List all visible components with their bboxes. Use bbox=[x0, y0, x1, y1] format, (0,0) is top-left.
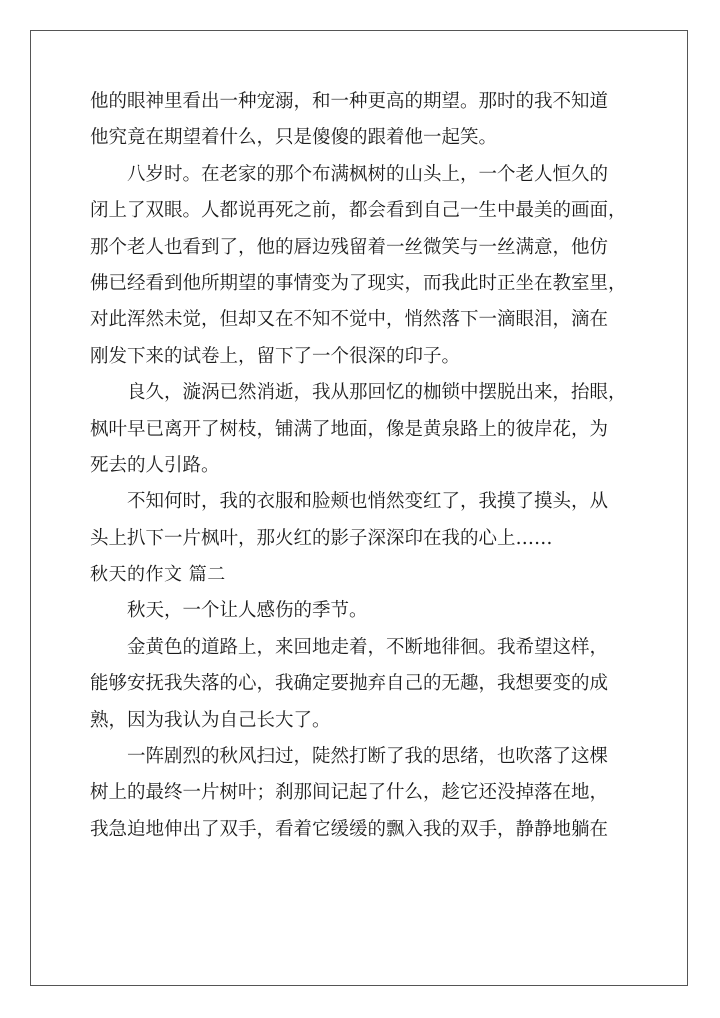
document-body bbox=[90, 84, 630, 848]
text-line: 佛已经看到他所期望的事情变为了现实，而我此时正坐在教室里， bbox=[90, 272, 627, 294]
paragraph-start-line: 一阵剧烈的秋风扫过，陡然打断了我的思绪，也吹落了这棵 bbox=[127, 746, 609, 768]
text-line: 对此浑然未觉，但却又在不知不觉中，悄然落下一滴眼泪，滴在 bbox=[90, 309, 609, 331]
text-line: 他究竟在期望着什么，只是傻傻的跟着他一起笑。 bbox=[90, 127, 498, 149]
text-line: 枫叶早已离开了树枝，铺满了地面，像是黄泉路上的彼岸花，为 bbox=[90, 418, 609, 440]
text-line: 头上扒下一片枫叶，那火红的影子深深印在我的心上…… bbox=[90, 527, 553, 549]
text-line: 树上的最终一片树叶；刹那间记起了什么，趁它还没掉落在地， bbox=[90, 782, 609, 804]
text-line: 能够安抚我失落的心，我确定要抛弃自己的无趣，我想要变的成 bbox=[90, 673, 609, 695]
paragraph-start-line: 金黄色的道路上，来回地走着，不断地徘徊。我希望这样， bbox=[127, 636, 609, 658]
paragraph-start-line: 秋天，一个让人感伤的季节。 bbox=[127, 600, 368, 622]
text-line: 刚发下来的试卷上，留下了一个很深的印子。 bbox=[90, 345, 461, 367]
text-line: 熟，因为我认为自己长大了。 bbox=[90, 709, 331, 731]
paragraph-start-line: 八岁时。在老家的那个布满枫树的山头上，一个老人恒久的 bbox=[127, 163, 609, 185]
paragraph-start-line: 不知何时，我的衣服和脸颊也悄然变红了，我摸了摸头，从 bbox=[127, 491, 609, 513]
section-heading: 秋天的作文 篇二 bbox=[90, 564, 226, 586]
paragraph-start-line: 良久，漩涡已然消逝，我从那回忆的枷锁中摆脱出来，抬眼， bbox=[127, 382, 627, 404]
text-line: 我急迫地伸出了双手，看着它缓缓的飘入我的双手，静静地躺在 bbox=[90, 818, 609, 840]
text-line: 闭上了双眼。人都说再死之前，都会看到自己一生中最美的画面， bbox=[90, 200, 627, 222]
text-line: 那个老人也看到了，他的唇边残留着一丝微笑与一丝满意，他仿 bbox=[90, 236, 609, 258]
text-line: 他的眼神里看出一种宠溺，和一种更高的期望。那时的我不知道 bbox=[90, 91, 609, 112]
text-line: 死去的人引路。 bbox=[90, 454, 220, 476]
